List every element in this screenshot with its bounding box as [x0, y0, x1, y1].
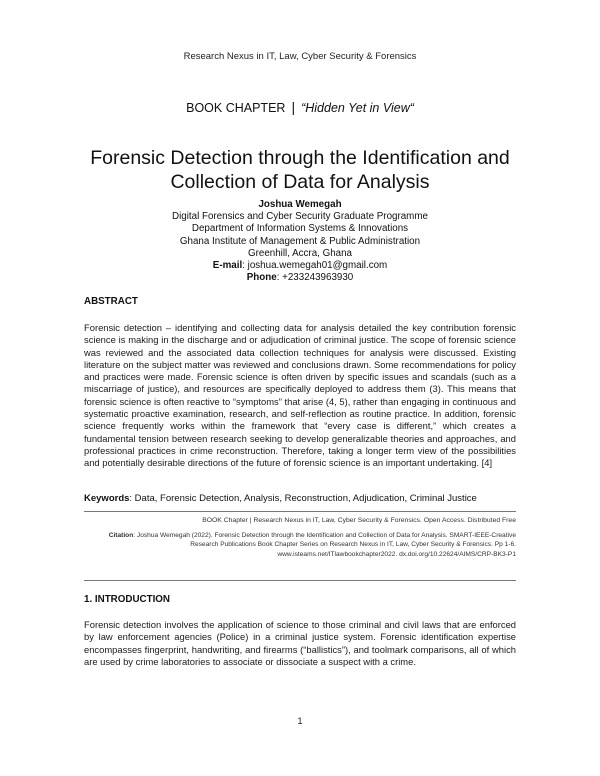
rights-line: BOOK Chapter | Research Nexus in IT, Law, Cyber Security & Forensics. Open Access. Distributed Free [202, 517, 516, 524]
phone-value: : +233243963930 [276, 272, 354, 284]
introduction-text: Forensic detection involves the application of science to those criminal and civil laws that are enforced by law enforcement agencies (Police) in a criminal justice system. Forensic identification expertise encompasses fingerprint, handwriting, and firearms (“ballistics”), and toolmark comparisons, all of which are used by crime laboratories to associate or dissociate a suspect with a crime. [84, 619, 516, 667]
citation-label: Citation [108, 532, 134, 539]
author-department: Department of Information Systems & Innovations [191, 223, 409, 235]
chapter-separator: | [291, 99, 296, 115]
citation-text: : Joshua Wemegah (2022). Forensic Detection through the Identification and Collection of Data for Analysis. SMART-IEEE-Creative Research Publications Book Chapter Series on Research Nexus in IT, Law, Cyber Security & Forensics. Pp 1-6. www.isteams.net/ITlawbookchapter2022. dx.doi.org/10.22624/AIMS/CRP-BK3-P1 [133, 532, 516, 558]
author-location: Greenhill, Accra, Ghana [247, 247, 352, 259]
keywords-line [84, 493, 516, 504]
citation [84, 531, 516, 559]
author-email [0, 260, 600, 272]
divider [84, 511, 516, 512]
paper-title-line-1: Forensic Detection through the Identification and [90, 147, 510, 169]
author-programme: Digital Forensics and Cyber Security Graduate Programme [172, 211, 428, 223]
paper-title-line-2: Collection of Data for Analysis [170, 171, 430, 193]
chapter-subtitle: “Hidden Yet in View“ [301, 101, 414, 115]
chapter-label [0, 99, 600, 115]
abstract-heading: ABSTRACT [84, 296, 138, 307]
author-phone [0, 272, 600, 284]
phone-label: Phone [246, 272, 277, 284]
paper-title [60, 146, 540, 194]
keywords-text: : Data, Forensic Detection, Analysis, Reconstruction, Adjudication, Criminal Justice [129, 493, 477, 504]
introduction-heading: 1. INTRODUCTION [84, 594, 170, 605]
author-institute: Ghana Institute of Management & Public Administration [179, 235, 421, 247]
author-block [0, 199, 600, 284]
page-number: 1 [297, 716, 303, 727]
email-value[interactable]: : joshua.wemegah01@gmail.com [242, 260, 388, 272]
email-label: E-mail [212, 260, 243, 272]
keywords-label: Keywords [84, 493, 130, 504]
author-name: Joshua Wemegah [258, 199, 342, 210]
book-chapter-label: BOOK CHAPTER [186, 101, 286, 115]
divider [84, 580, 516, 581]
running-head: Research Nexus in IT, Law, Cyber Security & Forensics [183, 51, 417, 62]
abstract-text: Forensic detection – identifying and collecting data for analysis detailed the key contribution forensic science is making in the discharge and or adjudication of criminal justice. The scope of forensic science was reviewed and the associated data collection techniques for analysis were discussed. Existing literature on the subject matter was reviewed and conclusions drawn. Some recommendations for policy and practices were made. Forensic science is often driven by specific issues and scandals (such as a miscarriage of justice), and resources are specifically deployed to address them (3). This means that forensic science is often reactive to “symptoms” that arise (4, 5), rather than engaging in continuous and systematic proactive examination, research, and self-reflection as routine practice. In addition, forensic science frequently works within the framework that “every case is different,” which creates a fundamental tension between research seeking to develop generalizable theories and approaches, and professional practices in crime reconstruction. Therefore, taking a longer term view of the possibilities and potentially desirable directions of the future of forensic science is an important undertaking. [4] [84, 322, 516, 469]
